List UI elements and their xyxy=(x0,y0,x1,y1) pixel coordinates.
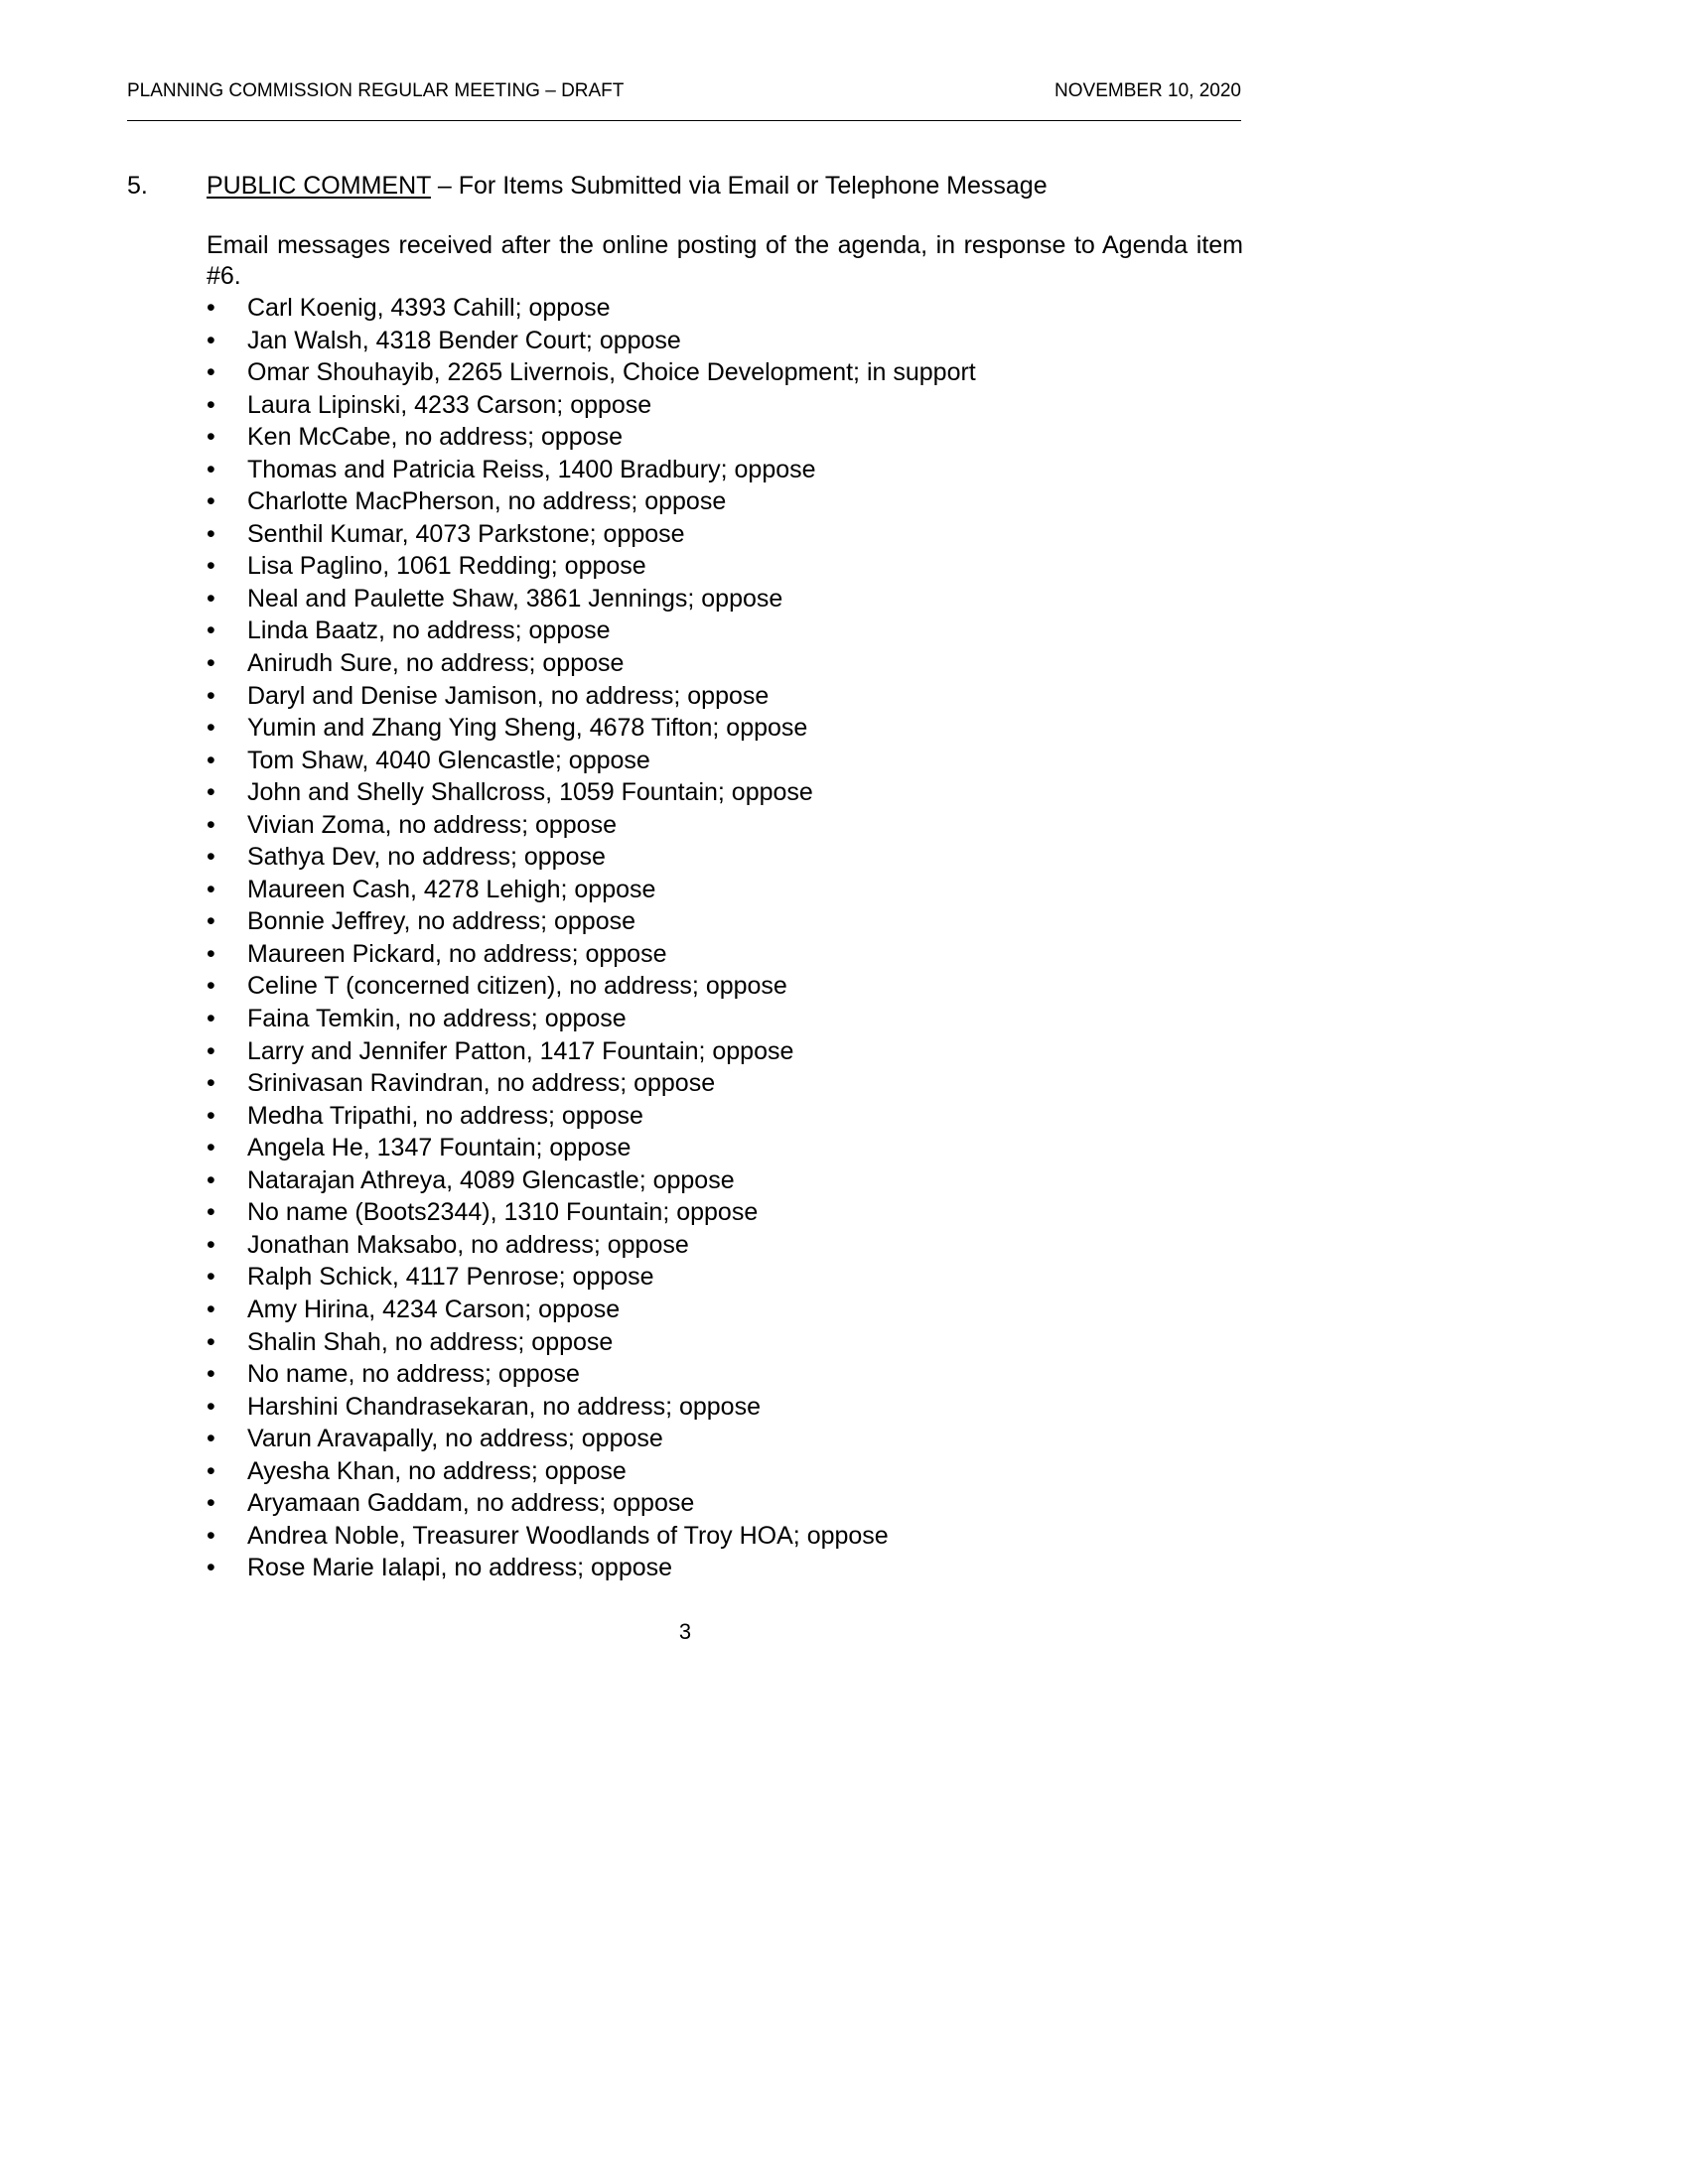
list-item xyxy=(207,1035,1243,1068)
list-item xyxy=(207,1132,1243,1164)
comment-text: Angela He, 1347 Fountain; oppose xyxy=(247,1134,632,1162)
bullet-icon: • xyxy=(207,616,215,645)
intro-paragraph: Email messages received after the online posting of the agenda, in response to Agenda item #6. xyxy=(207,231,1243,290)
comment-text: Srinivasan Ravindran, no address; oppose xyxy=(247,1069,716,1098)
comment-text: Jan Walsh, 4318 Bender Court; oppose xyxy=(247,326,681,354)
comment-text: Larry and Jennifer Patton, 1417 Fountain; oppose xyxy=(247,1036,794,1065)
bullet-icon: • xyxy=(207,1456,215,1485)
list-item xyxy=(207,614,1243,647)
comment-text: Natarajan Athreya, 4089 Glencastle; oppose xyxy=(247,1165,735,1194)
comment-text: Charlotte MacPherson, no address; oppose xyxy=(247,487,727,516)
bullet-icon: • xyxy=(207,326,215,354)
comment-text: Senthil Kumar, 4073 Parkstone; oppose xyxy=(247,519,685,548)
bullet-icon: • xyxy=(207,519,215,548)
header-title: PLANNING COMMISSION REGULAR MEETING – DRAFT xyxy=(127,80,625,101)
bullet-icon: • xyxy=(207,875,215,903)
bullet-icon: • xyxy=(207,294,215,322)
comment-text: Amy Hirina, 4234 Carson; oppose xyxy=(247,1295,621,1323)
bullet-icon: • xyxy=(207,907,215,936)
comment-text: No name, no address; oppose xyxy=(247,1360,580,1389)
bullet-icon: • xyxy=(207,1489,215,1518)
comment-text: No name (Boots2344), 1310 Fountain; oppose xyxy=(247,1198,759,1227)
bullet-icon: • xyxy=(207,939,215,968)
bullet-icon: • xyxy=(207,1198,215,1227)
list-item xyxy=(207,874,1243,906)
list-item xyxy=(207,1229,1243,1262)
comment-text: Yumin and Zhang Ying Sheng, 4678 Tifton; oppose xyxy=(247,714,808,743)
list-item xyxy=(207,745,1243,777)
bullet-icon: • xyxy=(207,1069,215,1098)
list-item xyxy=(207,1164,1243,1197)
list-item xyxy=(207,1261,1243,1294)
list-item xyxy=(207,841,1243,874)
bullet-icon: • xyxy=(207,843,215,872)
list-item xyxy=(207,970,1243,1003)
running-header xyxy=(127,77,1241,105)
comment-text: Omar Shouhayib, 2265 Livernois, Choice Development; in support xyxy=(247,358,976,387)
bullet-icon: • xyxy=(207,358,215,387)
bullet-icon: • xyxy=(207,1295,215,1323)
bullet-icon: • xyxy=(207,746,215,774)
comment-text: Andrea Noble, Treasurer Woodlands of Troy HOA; oppose xyxy=(247,1521,889,1550)
bullet-icon: • xyxy=(207,810,215,839)
bullet-icon: • xyxy=(207,455,215,483)
bullet-icon: • xyxy=(207,1263,215,1292)
section-number: 5. xyxy=(127,172,148,200)
section-subtitle: – For Items Submitted via Email or Telephone Message xyxy=(430,172,1048,200)
bullet-icon: • xyxy=(207,552,215,581)
comment-text: Medha Tripathi, no address; oppose xyxy=(247,1101,643,1130)
list-item xyxy=(207,1100,1243,1133)
list-item xyxy=(207,1067,1243,1100)
comment-text: Aryamaan Gaddam, no address; oppose xyxy=(247,1489,695,1518)
comment-text: Celine T (concerned citizen), no address; oppose xyxy=(247,972,787,1001)
list-item xyxy=(207,712,1243,745)
list-item xyxy=(207,1423,1243,1455)
bullet-icon: • xyxy=(207,1327,215,1356)
bullet-icon: • xyxy=(207,1036,215,1065)
comment-text: Sathya Dev, no address; oppose xyxy=(247,843,606,872)
comment-text: Anirudh Sure, no address; oppose xyxy=(247,649,625,678)
comment-text: Bonnie Jeffrey, no address; oppose xyxy=(247,907,636,936)
comment-text: Daryl and Denise Jamison, no address; oppose xyxy=(247,681,770,710)
bullet-icon: • xyxy=(207,649,215,678)
comment-text: Ayesha Khan, no address; oppose xyxy=(247,1456,627,1485)
bullet-icon: • xyxy=(207,681,215,710)
list-item xyxy=(207,1487,1243,1520)
comment-text: Tom Shaw, 4040 Glencastle; oppose xyxy=(247,746,650,774)
comment-text: Shalin Shah, no address; oppose xyxy=(247,1327,614,1356)
section-title-line xyxy=(207,169,1048,203)
bullet-icon: • xyxy=(207,1392,215,1421)
list-item xyxy=(207,809,1243,842)
list-item xyxy=(207,938,1243,971)
bullet-icon: • xyxy=(207,1230,215,1259)
comment-text: Laura Lipinski, 4233 Carson; oppose xyxy=(247,390,652,419)
list-item xyxy=(207,1196,1243,1229)
list-item xyxy=(207,356,1243,389)
bullet-icon: • xyxy=(207,487,215,516)
comment-text: Carl Koenig, 4393 Cahill; oppose xyxy=(247,294,611,322)
comment-text: Vivian Zoma, no address; oppose xyxy=(247,810,617,839)
list-item xyxy=(207,1520,1243,1553)
comment-text: Linda Baatz, no address; oppose xyxy=(247,616,611,645)
comment-text: Ken McCabe, no address; oppose xyxy=(247,423,624,452)
bullet-icon: • xyxy=(207,1425,215,1453)
list-item xyxy=(207,292,1243,325)
list-item xyxy=(207,421,1243,454)
list-item xyxy=(207,1294,1243,1326)
comment-text: Lisa Paglino, 1061 Redding; oppose xyxy=(247,552,646,581)
list-item xyxy=(207,680,1243,713)
bullet-icon: • xyxy=(207,390,215,419)
comment-text: Maureen Cash, 4278 Lehigh; oppose xyxy=(247,875,656,903)
bullet-icon: • xyxy=(207,778,215,807)
comment-text: Varun Aravapally, no address; oppose xyxy=(247,1425,663,1453)
header-divider xyxy=(127,120,1241,121)
bullet-icon: • xyxy=(207,1360,215,1389)
comment-text: Ralph Schick, 4117 Penrose; oppose xyxy=(247,1263,654,1292)
list-item xyxy=(207,1455,1243,1488)
list-item xyxy=(207,1003,1243,1035)
page-number: 3 xyxy=(678,1619,692,1644)
list-item xyxy=(207,583,1243,615)
bullet-icon: • xyxy=(207,714,215,743)
comment-text: Thomas and Patricia Reiss, 1400 Bradbury; oppose xyxy=(247,455,816,483)
public-comment-list xyxy=(207,292,1243,1584)
bullet-icon: • xyxy=(207,972,215,1001)
comment-text: Faina Temkin, no address; oppose xyxy=(247,1005,627,1033)
bullet-icon: • xyxy=(207,1134,215,1162)
bullet-icon: • xyxy=(207,423,215,452)
bullet-icon: • xyxy=(207,1165,215,1194)
list-item xyxy=(207,1326,1243,1359)
list-item xyxy=(207,776,1243,809)
section-title: PUBLIC COMMENT xyxy=(207,172,431,200)
list-item xyxy=(207,454,1243,486)
list-item xyxy=(207,647,1243,680)
comment-text: Jonathan Maksabo, no address; oppose xyxy=(247,1230,689,1259)
bullet-icon: • xyxy=(207,1005,215,1033)
list-item xyxy=(207,1552,1243,1584)
comment-text: John and Shelly Shallcross, 1059 Fountain; oppose xyxy=(247,778,813,807)
list-item xyxy=(207,485,1243,518)
comment-text: Neal and Paulette Shaw, 3861 Jennings; oppose xyxy=(247,584,783,613)
list-item xyxy=(207,1358,1243,1391)
header-date: NOVEMBER 10, 2020 xyxy=(1055,80,1241,101)
list-item xyxy=(207,389,1243,422)
list-item xyxy=(207,1391,1243,1424)
comment-text: Harshini Chandrasekaran, no address; oppose xyxy=(247,1392,761,1421)
bullet-icon: • xyxy=(207,584,215,613)
list-item xyxy=(207,518,1243,551)
comment-text: Maureen Pickard, no address; oppose xyxy=(247,939,667,968)
bullet-icon: • xyxy=(207,1521,215,1550)
comment-text: Rose Marie Ialapi, no address; oppose xyxy=(247,1554,673,1582)
list-item xyxy=(207,905,1243,938)
list-item xyxy=(207,550,1243,583)
bullet-icon: • xyxy=(207,1554,215,1582)
list-item xyxy=(207,325,1243,357)
bullet-icon: • xyxy=(207,1101,215,1130)
